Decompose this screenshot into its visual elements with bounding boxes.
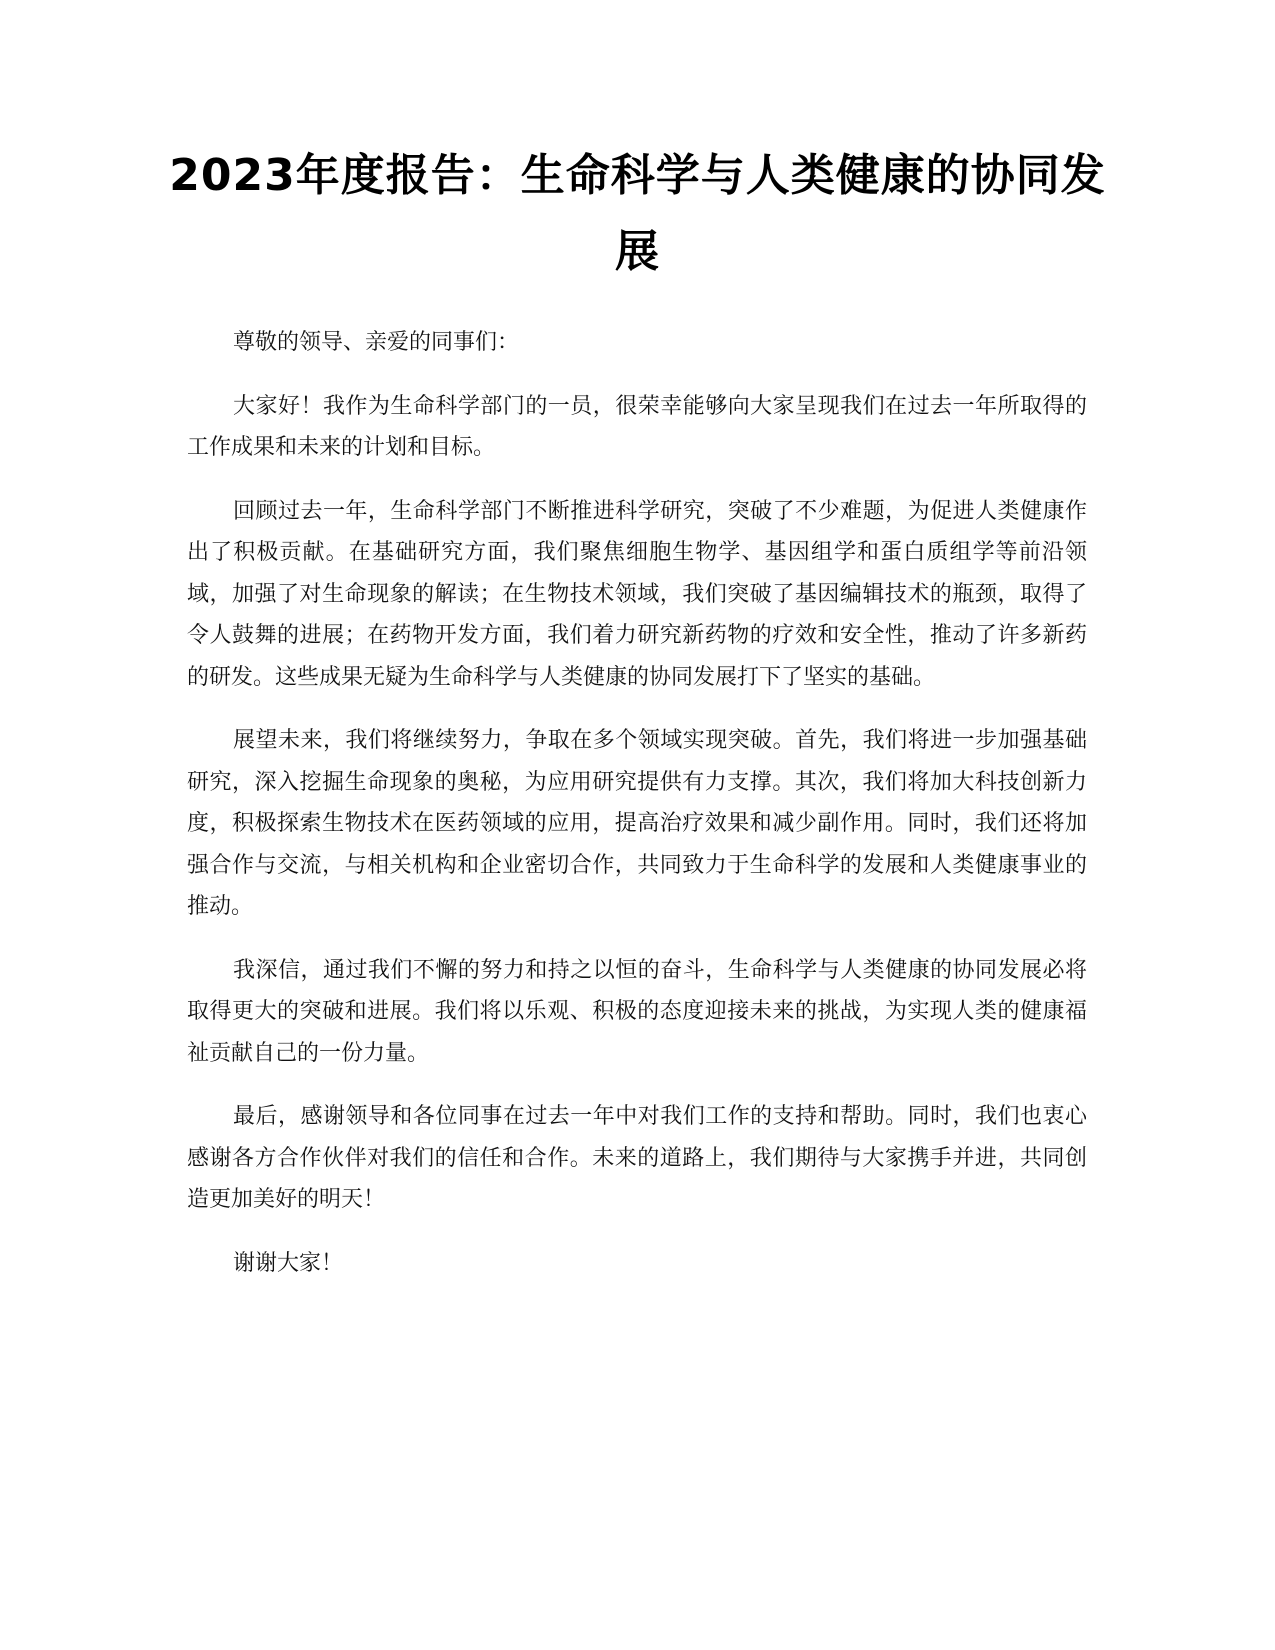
closing: 谢谢大家！ — [233, 1250, 344, 1276]
paragraph-thanks: 最后，感谢领导和各位同事在过去一年中对我们工作的支持和帮助。同时，我们也衷心感谢各方合作伙伴对我们的信任和合作。未来的道路上，我们期待与大家携手并进，共同创造更加美好的明天！ — [187, 1104, 1087, 1212]
page-title: 2023年度报告：生命科学与人类健康的协同发展 — [169, 150, 1106, 277]
paragraph-review: 回顾过去一年，生命科学部门不断推进科学研究，突破了不少难题，为促进人类健康作出了积极贡献。在基础研究方面，我们聚焦细胞生物学、基因组学和蛋白质组学等前沿领域，加强了对生命现象的解读；在生物技术领域，我们突破了基因编辑技术的瓶颈，取得了令人鼓舞的进展；在药物开发方面，我们着力研究新药物的疗效和安全性，推动了许多新药的研发。这些成果无疑为生命科学与人类健康的协同发展打下了坚实的基础。 — [187, 498, 1087, 690]
paragraph-outlook: 展望未来，我们将继续努力，争取在多个领域实现突破。首先，我们将进一步加强基础研究，深入挖掘生命现象的奥秘，为应用研究提供有力支撑。其次，我们将加大科技创新力度，积极探索生物技术在医药领域的应用，提高治疗效果和减少副作用。同时，我们还将加强合作与交流，与相关机构和企业密切合作，共同致力于生命科学的发展和人类健康事业的推动。 — [187, 728, 1087, 919]
paragraph-greeting: 大家好！我作为生命科学部门的一员，很荣幸能够向大家呈现我们在过去一年所取得的工作成果和未来的计划和目标。 — [187, 393, 1087, 460]
document-body — [187, 322, 1087, 1306]
paragraph-belief: 我深信，通过我们不懈的努力和持之以恒的奋斗，生命科学与人类健康的协同发展必将取得更大的突破和进展。我们将以乐观、积极的态度迎接未来的挑战，为实现人类的健康福祉贡献自己的一份力量。 — [187, 957, 1087, 1066]
salutation: 尊敬的领导、亲爱的同事们： — [233, 330, 520, 355]
